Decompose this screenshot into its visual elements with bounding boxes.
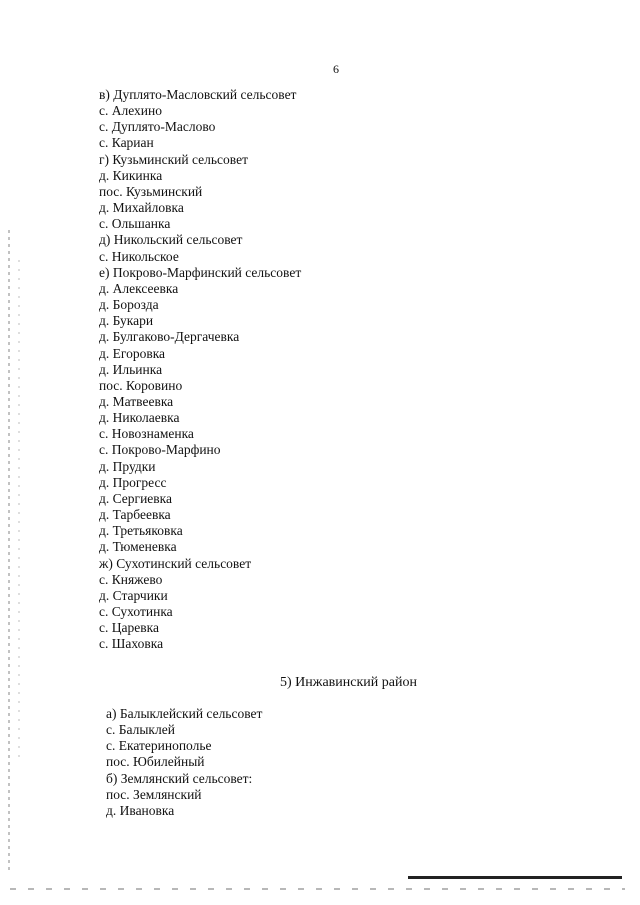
list-item: с. Кариан (99, 135, 154, 151)
list-item: пос. Юбилейный (106, 754, 205, 770)
scan-left-edge-artifact-2 (18, 260, 20, 760)
list-item: с. Новознаменка (99, 426, 194, 442)
list-item: д. Кикинка (99, 167, 163, 183)
page-number: 6 (333, 62, 339, 76)
list-item: с. Алехино (99, 103, 162, 119)
list-item: с. Покрово-Марфино (99, 442, 221, 458)
list-item: ж) Сухотинский сельсовет (99, 555, 252, 571)
list-item: д. Старчики (99, 587, 168, 603)
list-item: д. Букари (99, 313, 154, 329)
list-item: д. Прудки (99, 458, 156, 474)
list-item: д. Ильинка (99, 361, 163, 377)
list-item: с. Сухотинка (99, 604, 173, 619)
district-heading: 5) Инжавинский район (280, 675, 417, 690)
list-item: д. Егоровка (99, 345, 166, 361)
list-item: с. Шаховка (99, 636, 164, 652)
district-settlement-list (106, 706, 262, 819)
list-item: с. Екатеринополье (106, 738, 212, 754)
list-item: д. Прогресс (99, 474, 167, 490)
list-item: д. Николаевка (99, 410, 180, 426)
list-item: с. Княжево (99, 571, 163, 587)
list-item: е) Покрово-Марфинский сельсовет (99, 264, 302, 280)
settlement-list (99, 87, 301, 652)
list-item: д. Михайловка (99, 200, 184, 216)
list-item: д. Тарбеевка (99, 507, 171, 523)
list-item: б) Землянский сельсовет: (106, 770, 253, 786)
list-item: д. Тюменевка (99, 539, 177, 555)
list-item: д. Борозда (99, 297, 159, 313)
list-item: в) Дуплято-Масловский сельсовет (99, 87, 297, 102)
list-item: г) Кузьминский сельсовет (99, 151, 248, 167)
list-item: пос. Кузьминский (99, 183, 203, 199)
list-item: с. Ольшанка (99, 216, 171, 232)
list-item: пос. Коровино (99, 377, 183, 393)
scan-left-edge-artifact (8, 230, 10, 870)
list-item: с. Царевка (99, 620, 159, 636)
list-item: с. Дуплято-Маслово (99, 119, 216, 135)
list-item: д) Никольский сельсовет (99, 232, 243, 248)
list-item: д. Третьяковка (99, 523, 183, 539)
list-item: а) Балыклейский сельсовет (106, 706, 263, 721)
list-item: д. Булгаково-Дергачевка (99, 329, 240, 345)
list-item: д. Ивановка (106, 802, 175, 818)
scan-bottom-artifact (10, 888, 625, 890)
list-item: д. Алексеевка (99, 280, 179, 296)
list-item: пос. Землянский (106, 786, 202, 802)
footer-rule (408, 876, 622, 879)
list-item: д. Сергиевка (99, 490, 173, 506)
list-item: д. Матвеевка (99, 393, 174, 409)
list-item: с. Никольское (99, 248, 179, 264)
list-item: с. Балыклей (106, 722, 175, 738)
